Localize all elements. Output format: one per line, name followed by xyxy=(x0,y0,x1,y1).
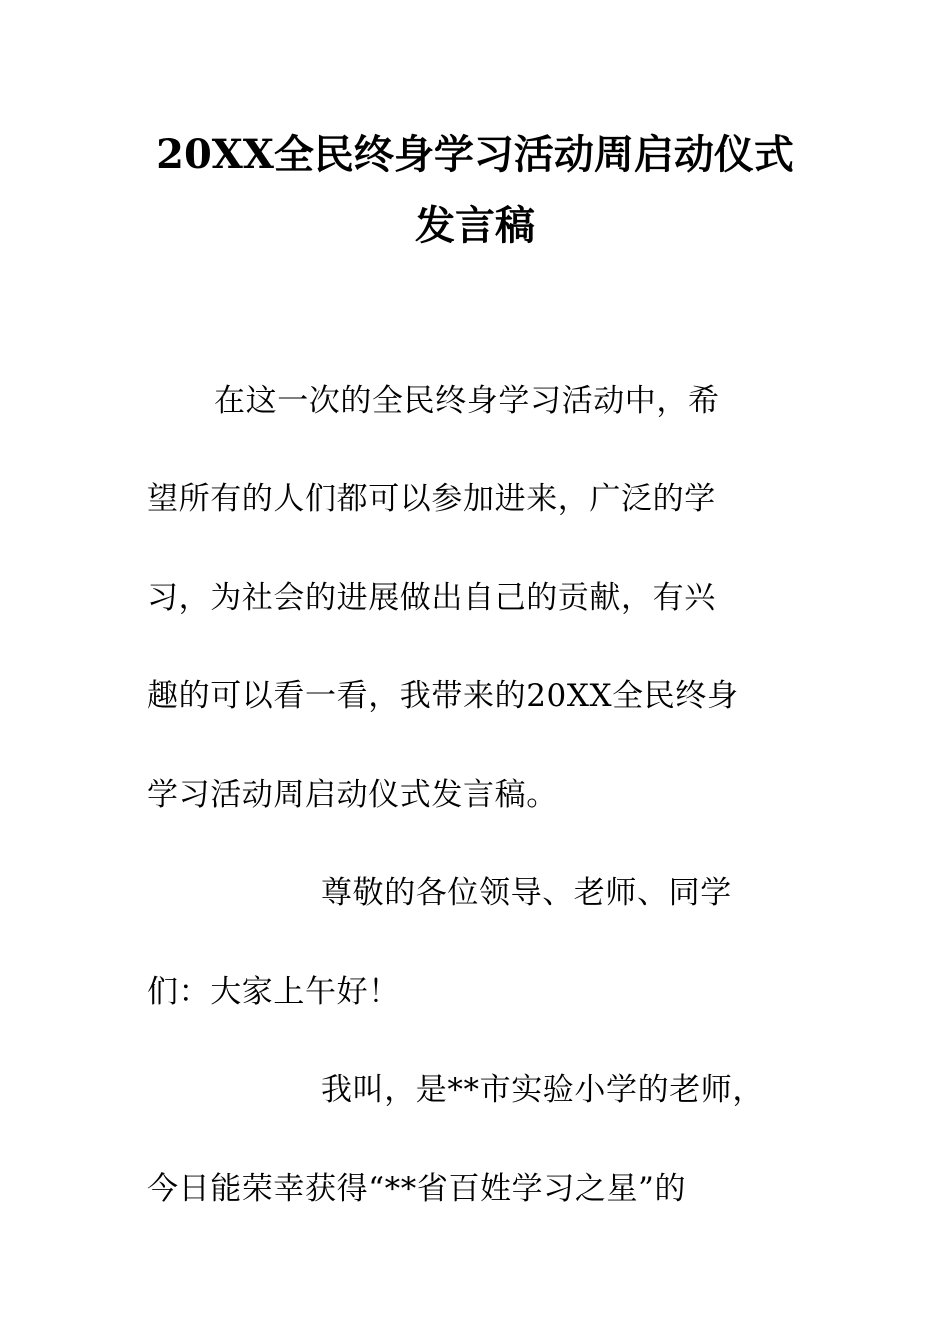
body-line-3: 习，为社会的进展做出自己的贡献，有兴 xyxy=(147,580,716,616)
body-line-6: 尊敬的各位领导、老师、同学 xyxy=(321,875,732,911)
body-line-9: 今日能荣幸获得“**省百姓学习之星”的 xyxy=(147,1171,687,1207)
document-title-line-1: 20XX全民终身学习活动周启动仪式 xyxy=(156,131,794,178)
body-line-7: 们：大家上午好！ xyxy=(147,974,400,1010)
document-title-line-2: 发言稿 xyxy=(415,202,535,249)
body-line-4: 趣的可以看一看，我带来的20XX全民终身 xyxy=(147,678,739,714)
body-line-1: 在这一次的全民终身学习活动中，希 xyxy=(214,383,720,419)
body-line-5: 学习活动周启动仪式发言稿。 xyxy=(147,777,558,813)
body-line-2: 望所有的人们都可以参加进来，广泛的学 xyxy=(147,481,716,517)
body-line-8: 我叫，是**市实验小学的老师， xyxy=(321,1072,764,1108)
